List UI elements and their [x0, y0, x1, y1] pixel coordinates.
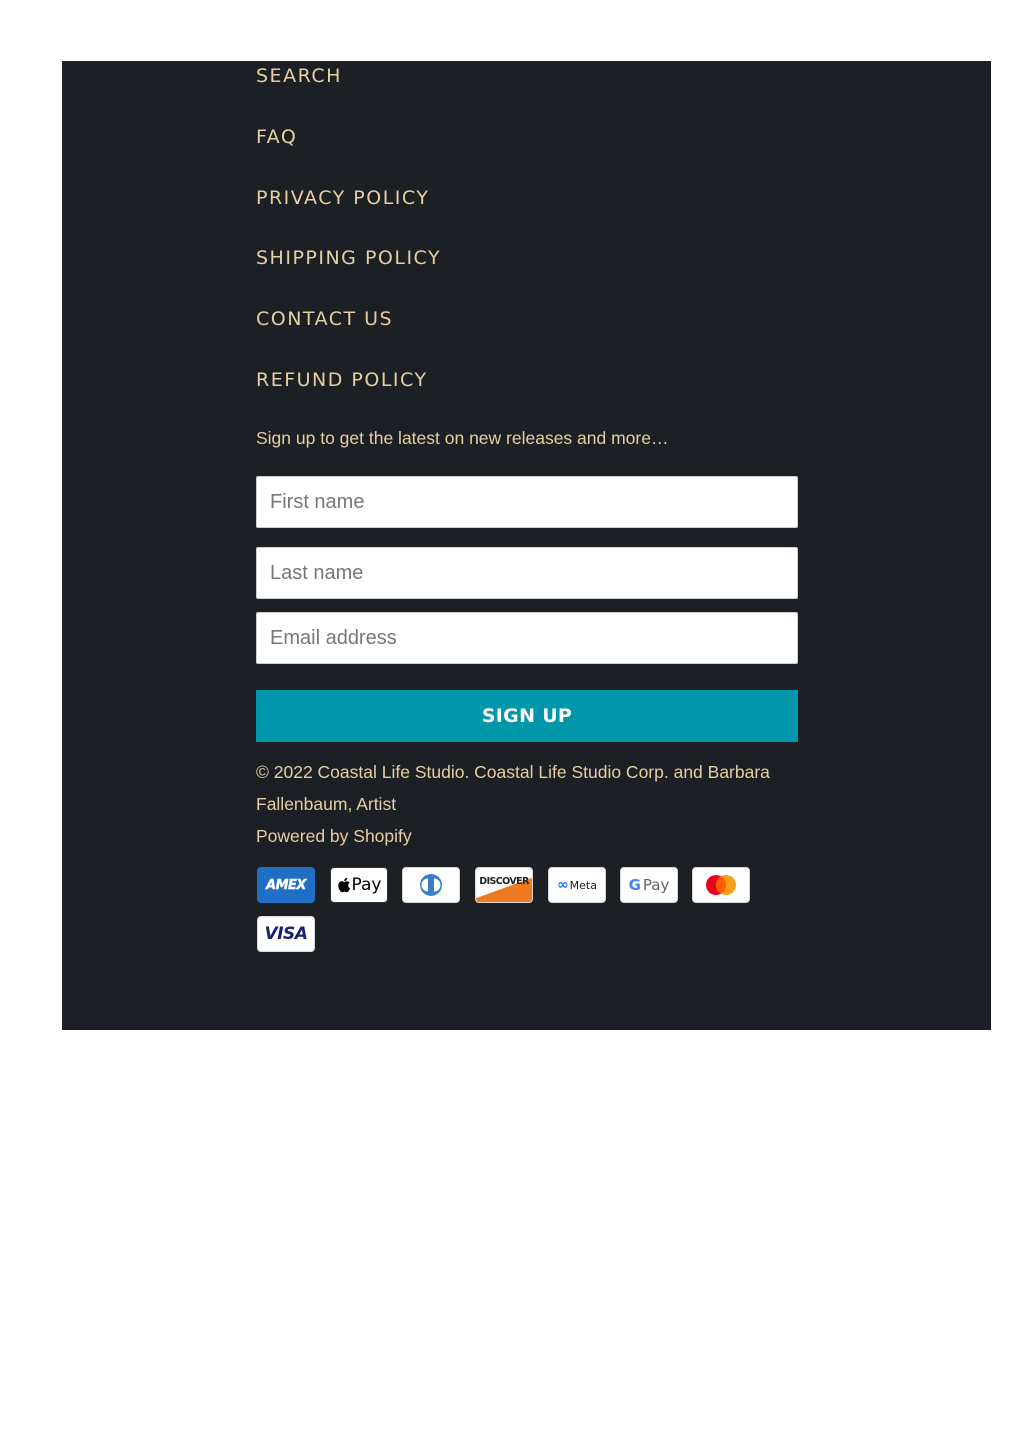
- footer-link-faq[interactable]: FAQ: [256, 126, 298, 148]
- footer-link-privacy-policy[interactable]: PRIVACY POLICY: [256, 187, 430, 209]
- copyright-text: © 2022 Coastal Life Studio. Coastal Life Studio Corp. and Barbara Fallenbaum, Artist: [256, 762, 770, 814]
- amex-icon-text: AMEX: [266, 877, 306, 893]
- google-pay-text: Pay: [642, 876, 670, 894]
- discover-text: DISCOVER: [479, 875, 529, 887]
- newsletter-tagline: Sign up to get the latest on new releases and more…: [256, 428, 669, 448]
- amex-icon: [257, 867, 315, 903]
- diners-club-icon: [402, 867, 460, 903]
- meta-pay-icon: [548, 867, 606, 903]
- footer-link-search[interactable]: SEARCH: [256, 65, 342, 87]
- apple-pay-text: Pay: [351, 875, 382, 895]
- powered-by-shopify-link[interactable]: Powered by Shopify: [256, 826, 412, 846]
- email-input[interactable]: [256, 612, 798, 664]
- visa-icon: [257, 916, 315, 952]
- visa-text: VISA: [264, 924, 308, 944]
- mastercard-logo-icon: [702, 873, 740, 897]
- apple-pay-icon: [330, 867, 388, 903]
- site-footer: [62, 61, 991, 1030]
- last-name-input[interactable]: [256, 547, 798, 599]
- mastercard-icon: [692, 867, 750, 903]
- footer-link-refund-policy[interactable]: REFUND POLICY: [256, 369, 428, 391]
- meta-infinity-icon: ∞: [557, 877, 569, 893]
- discover-icon: [475, 867, 533, 903]
- apple-logo-icon: [337, 877, 351, 893]
- footer-link-shipping-policy[interactable]: SHIPPING POLICY: [256, 247, 442, 269]
- sign-up-button[interactable]: SIGN UP: [256, 690, 798, 742]
- first-name-input[interactable]: [256, 476, 798, 528]
- diners-club-logo-icon: [414, 873, 448, 897]
- google-pay-icon: [620, 867, 678, 903]
- google-g-icon: G: [628, 876, 641, 894]
- meta-pay-text: Meta: [569, 878, 597, 892]
- footer-link-contact-us[interactable]: CONTACT US: [256, 308, 394, 330]
